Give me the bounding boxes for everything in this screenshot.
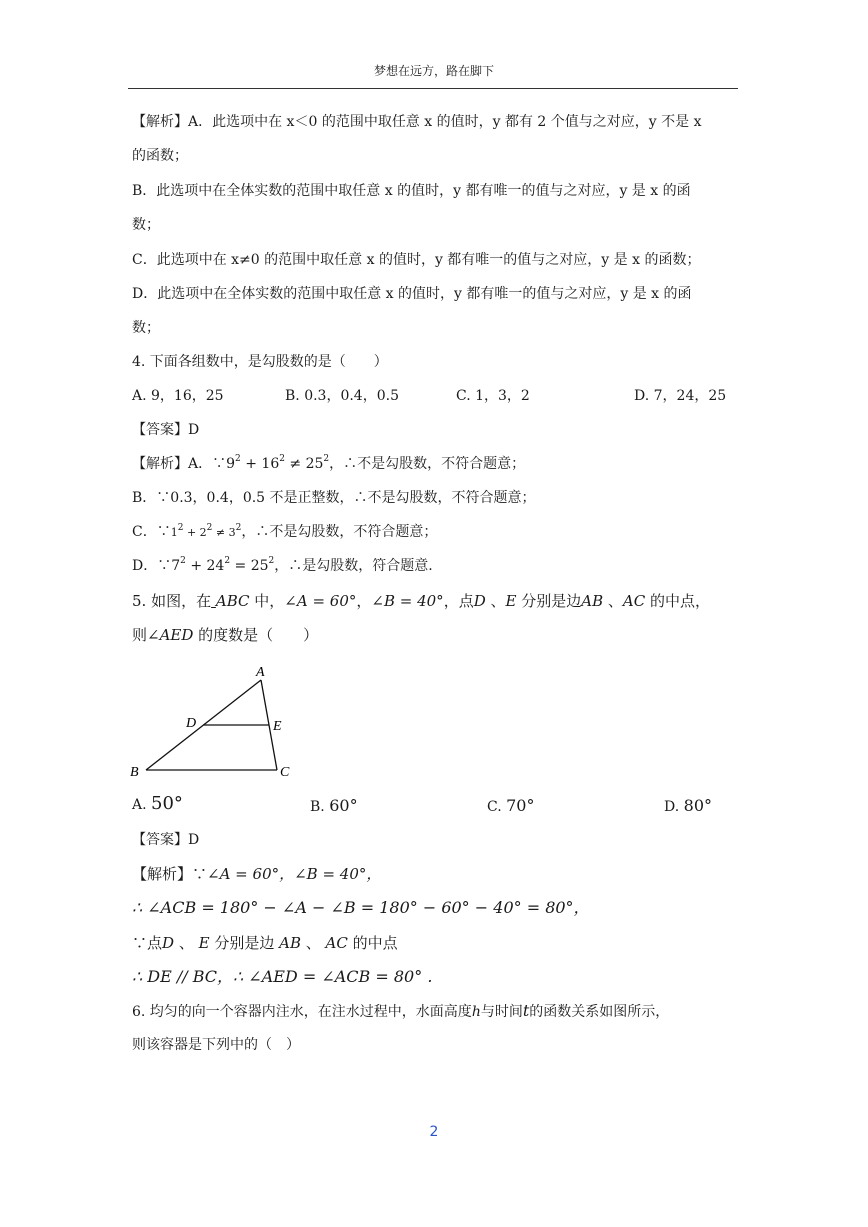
q5-analysis-3-d: D <box>162 934 175 952</box>
point-e-label: E <box>273 719 282 734</box>
q4-analysis-c-suffix: ，∴不是勾股数，不符合题意； <box>241 524 438 540</box>
q5-text: 分别是边 <box>516 592 582 610</box>
q4-analysis-d-prefix: D．∵ <box>132 558 172 574</box>
q4-analysis-a-math: $9^2 + 16^2 \ne 25^2$ <box>226 454 330 472</box>
q5-text: 的中点， <box>645 592 710 610</box>
point-d-label: D <box>186 716 197 731</box>
q6-question-line1 <box>132 1001 669 1022</box>
vertex-a-label: A <box>256 665 265 680</box>
q4-analysis-a-prefix: 【解析】A．∵ <box>132 456 227 472</box>
q5-option-d <box>664 796 712 817</box>
q6-text: 的函数关系如图所示， <box>529 1004 670 1020</box>
q5-text: 、 <box>485 592 506 610</box>
q5-point-d: D <box>473 592 486 610</box>
q4-option-a: A. 9，16，25 <box>132 388 224 404</box>
q5-option-a <box>132 794 183 815</box>
q4-analysis-c-math: $1^2 + 2^2 \ne 3^2$ <box>170 523 242 539</box>
q3-analysis-d-line1: D．此选项中在全体实数的范围中取任意 x 的值时，y 都有唯一的值与之对应，y 是 x 的函 <box>132 286 692 302</box>
q5-text: 的度数是（ ） <box>193 626 319 644</box>
q5-analysis-3-ab: AB <box>279 934 301 952</box>
q5-analysis-3-prefix: ∵点 <box>132 934 163 952</box>
q6-text: 与时间 <box>480 1004 523 1020</box>
q5-analysis-2: ∴ ∠ACB = 180° − ∠A − ∠B = 180° − 60° − 40° = 80°， <box>132 898 590 917</box>
q4-option-d: D. 7，24，25 <box>634 388 727 404</box>
q5-option-b-value: 60° <box>329 796 358 815</box>
vertex-b-label: B <box>130 765 139 780</box>
q5-analysis-3-ac: AC <box>325 934 348 952</box>
vertex-c-label: C <box>280 765 290 780</box>
q4-analysis-d <box>132 556 433 576</box>
q4-analysis-a-suffix: ，∴不是勾股数，不符合题意； <box>329 456 526 472</box>
q5-text: 、 <box>603 592 623 610</box>
q5-analysis-3: ∵点D 、 E 分别是边 AB 、 AC 的中点 <box>132 934 398 952</box>
page-number: 2 <box>429 1124 439 1140</box>
q4-analysis-a <box>132 454 525 474</box>
q5-question-line2 <box>132 625 318 645</box>
q5-analysis-1 <box>132 864 381 884</box>
page-header: 梦想在远方，路在脚下 <box>373 64 494 78</box>
q4-analysis-d-suffix: ，∴是勾股数，符合题意. <box>274 558 433 574</box>
q4-answer: 【答案】D <box>132 422 200 438</box>
q3-analysis-a-line1: 【解析】A．此选项中在 x＜0 的范围中取任意 x 的值时，y 都有 2 个值与之对应，y 不是 x <box>132 114 702 130</box>
q5-text: 中， <box>249 592 285 610</box>
q5-angle-a: ∠A = 60° <box>284 592 357 610</box>
q5-option-b <box>310 796 358 817</box>
q5-text: 则 <box>132 626 148 644</box>
q6-text: 6. 均匀的向一个容器内注水，在注水过程中，水面高度 <box>132 1004 472 1020</box>
q5-analysis-1-math: ∠A = 60°，∠B = 40°， <box>207 865 382 883</box>
q3-analysis-b-line2: 数； <box>132 217 160 233</box>
q5-text: ，点 <box>443 592 474 610</box>
q3-analysis-d-line2: 数； <box>132 320 160 336</box>
q5-option-c-letter: C. <box>487 799 502 815</box>
q5-analysis-3-suffix: 的中点 <box>352 934 398 952</box>
q5-question-line1 <box>132 591 710 611</box>
q6-var-h: h <box>471 1004 481 1020</box>
q5-option-c <box>487 796 534 817</box>
q5-analysis-3-e: E <box>198 934 210 952</box>
q5-answer: 【答案】D <box>132 832 200 848</box>
q4-option-b: B. 0.3，0.4，0.5 <box>285 388 399 404</box>
q5-option-b-letter: B. <box>310 799 325 815</box>
q5-analysis-1-prefix: 【解析】∵ <box>132 865 208 883</box>
q5-option-c-value: 70° <box>506 796 535 815</box>
q5-analysis-4: ∴ DE // BC，∴ ∠AED = ∠ACB = 80° . <box>132 967 433 986</box>
q6-question-line2: 则该容器是下列中的（ ） <box>132 1037 300 1053</box>
q5-triangle-name: ABC <box>215 592 250 610</box>
q3-analysis-b-line1: B．此选项中在全体实数的范围中取任意 x 的值时，y 都有唯一的值与之对应，y 是 x 的函 <box>132 183 691 199</box>
q4-option-c: C. 1，3，2 <box>456 388 530 404</box>
q3-analysis-c-line1: C．此选项中在 x≠0 的范围中取任意 x 的值时，y 都有唯一的值与之对应，y 是 x 的函数； <box>132 252 701 268</box>
q5-triangle-figure <box>128 660 298 782</box>
q5-angle-b: ∠B = 40° <box>371 592 444 610</box>
q5-text: 5. 如图，在 <box>132 592 212 610</box>
q5-side-ab: AB <box>581 592 604 610</box>
q5-option-d-value: 80° <box>683 796 712 815</box>
q5-point-e: E <box>505 592 517 610</box>
q3-analysis-a-line2: 的函数； <box>132 148 188 164</box>
q4-question: 4. 下面各组数中，是勾股数的是（ ） <box>132 354 388 370</box>
q5-text: ， <box>356 592 372 610</box>
q4-analysis-c <box>132 522 437 543</box>
q4-analysis-b: B．∵0.3，0.4，0.5 不是正整数，∴不是勾股数，不符合题意； <box>132 490 536 506</box>
q5-option-a-letter: A. <box>132 797 147 813</box>
q6-var-t: t <box>522 1001 530 1020</box>
q5-option-a-value: 50° <box>151 793 183 814</box>
header-rule <box>128 88 738 89</box>
q5-option-d-letter: D. <box>664 799 680 815</box>
q5-analysis-3-mid: 分别是边 <box>214 934 275 952</box>
q4-analysis-c-prefix: C．∵ <box>132 524 171 540</box>
q5-angle-aed: ∠AED <box>147 626 194 644</box>
q4-analysis-d-math: $7^2 + 24^2 = 25^2$ <box>171 556 275 574</box>
q5-side-ac: AC <box>622 592 646 610</box>
